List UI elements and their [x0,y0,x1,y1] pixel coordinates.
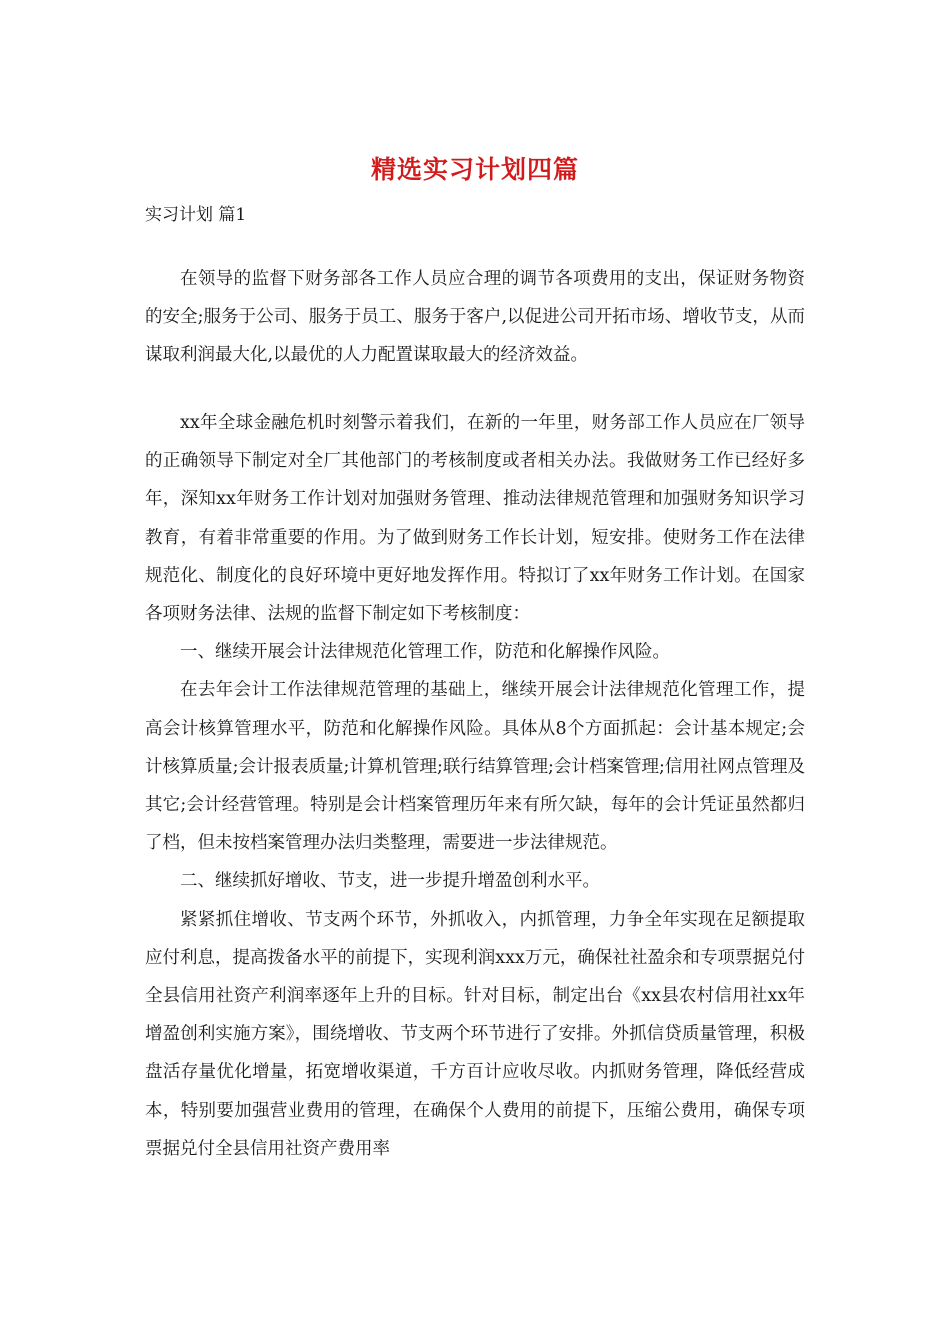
body-block-2 [145,404,805,1168]
body-block-1 [145,260,805,375]
paragraph: 紧紧抓住增收、节支两个环节，外抓收入，内抓管理，力争全年实现在足额提取应付利息，提高拨备水平的前提下，实现利润xxx万元，确保社社盈余和专项票据兑付全县信用社资产利润率逐年上升的目标。针对目标，制定出台《xx县农村信用社xx年增盈创利实施方案》，围绕增收、节支两个环节进行了安排。外抓信贷质量管理，积极盘活存量优化增量，拓宽增收渠道，千方百计应收尽收。内抓财务管理，降低经营成本，特别要加强营业费用的管理，在确保个人费用的前提下，压缩公费用，确保专项票据兑付全县信用社资产费用率 [145,909,805,1159]
document-title: 精选实习计划四篇 [370,155,579,184]
section-heading: 实习计划 篇1 [145,205,247,225]
subheading-2: 二、继续抓好增收、节支，进一步提升增盈创利水平。 [180,871,600,892]
paragraph: 在领导的监督下财务部各工作人员应合理的调节各项费用的支出，保证财务物资的安全;服务于公司、服务于员工、服务于客户,以促进公司开拓市场、增收节支，从而谋取利润最大化,以最优的人力配置谋取最大的经济效益。 [145,269,805,366]
paragraph: 在去年会计工作法律规范管理的基础上，继续开展会计法律规范化管理工作，提高会计核算管理水平，防范和化解操作风险。具体从8个方面抓起：会计基本规定;会计核算质量;会计报表质量;计算机管理;联行结算管理;会计档案管理;信用社网点管理及其它;会计经营管理。特别是会计档案管理历年来有所欠缺，每年的会计凭证虽然都归了档，但未按档案管理办法归类整理，需要进一步法律规范。 [145,680,805,854]
paragraph: xx年全球金融危机时刻警示着我们，在新的一年里，财务部工作人员应在厂领导的正确领导下制定对全厂其他部门的考核制度或者相关办法。我做财务工作已经好多年，深知xx年财务工作计划对加强财务管理、推动法律规范管理和加强财务知识学习教育，有着非常重要的作用。为了做到财务工作长计划，短安排。使财务工作在法律规范化、制度化的良好环境中更好地发挥作用。特拟订了xx年财务工作计划。在国家各项财务法律、法规的监督下制定如下考核制度： [145,413,805,625]
subheading-1: 一、继续开展会计法律规范化管理工作，防范和化解操作风险。 [180,642,670,663]
